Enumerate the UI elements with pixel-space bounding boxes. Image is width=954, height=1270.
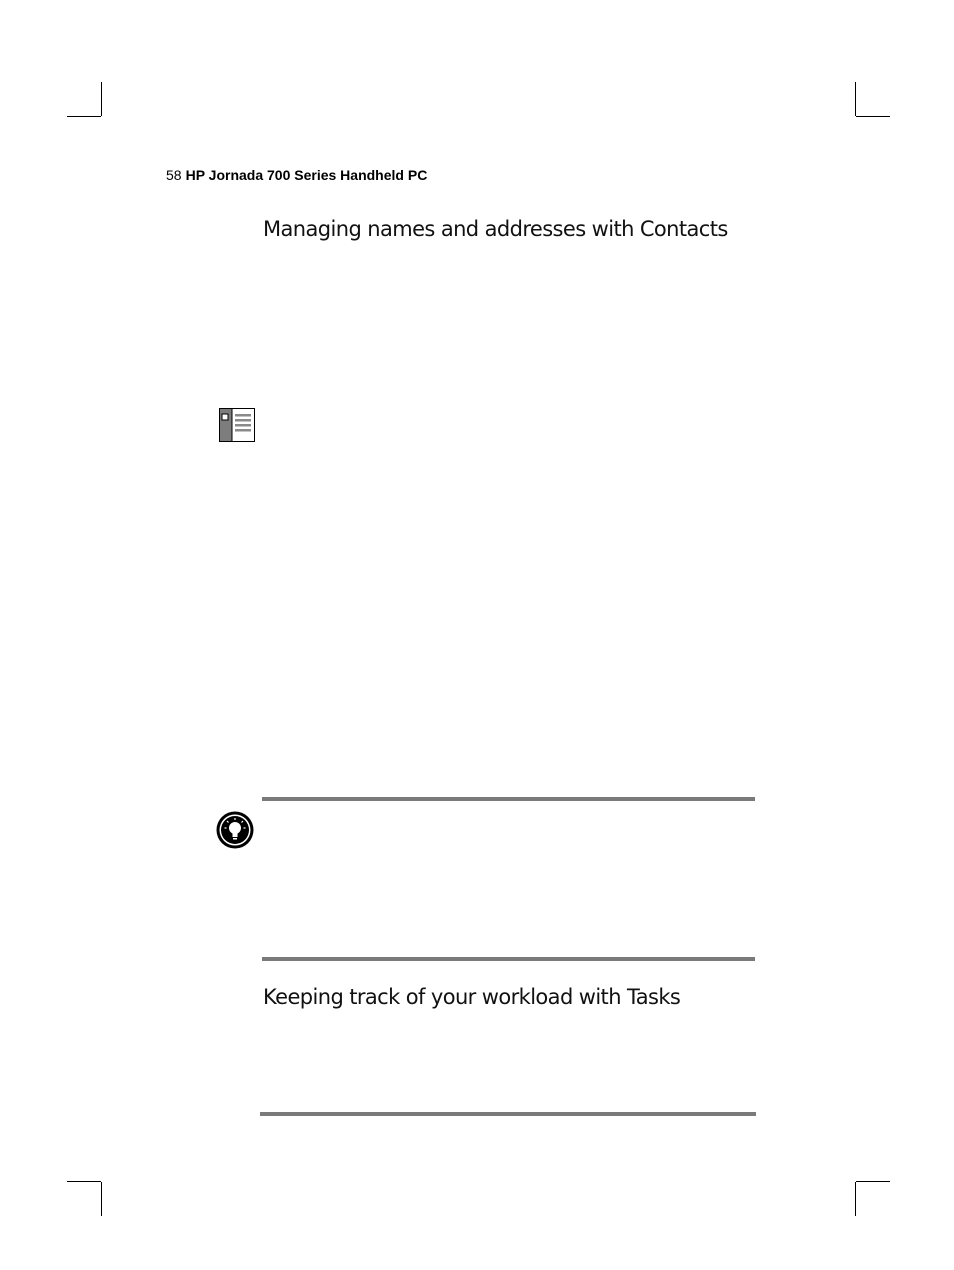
lightbulb-tip-icon xyxy=(215,810,255,850)
crop-mark-top-right-vertical xyxy=(855,82,856,116)
tip-bottom-rule xyxy=(262,957,755,961)
book-title: HP Jornada 700 Series Handheld PC xyxy=(185,167,428,183)
tasks-section-heading: Keeping track of your workload with Tasks xyxy=(263,985,681,1009)
running-head xyxy=(166,166,427,184)
crop-mark-bottom-left-vertical xyxy=(101,1182,102,1216)
crop-mark-top-left-vertical xyxy=(101,82,102,116)
crop-mark-bottom-right-vertical xyxy=(855,1182,856,1216)
tip-top-rule xyxy=(262,797,755,801)
crop-mark-top-left-horizontal xyxy=(67,116,101,117)
contacts-card-icon xyxy=(219,408,256,443)
contacts-section-heading: Managing names and addresses with Contacts xyxy=(263,217,728,241)
tasks-bottom-rule xyxy=(260,1112,756,1116)
page-number: 58 xyxy=(166,167,182,183)
crop-mark-bottom-left-horizontal xyxy=(67,1181,101,1182)
crop-mark-top-right-horizontal xyxy=(856,116,890,117)
crop-mark-bottom-right-horizontal xyxy=(856,1181,890,1182)
